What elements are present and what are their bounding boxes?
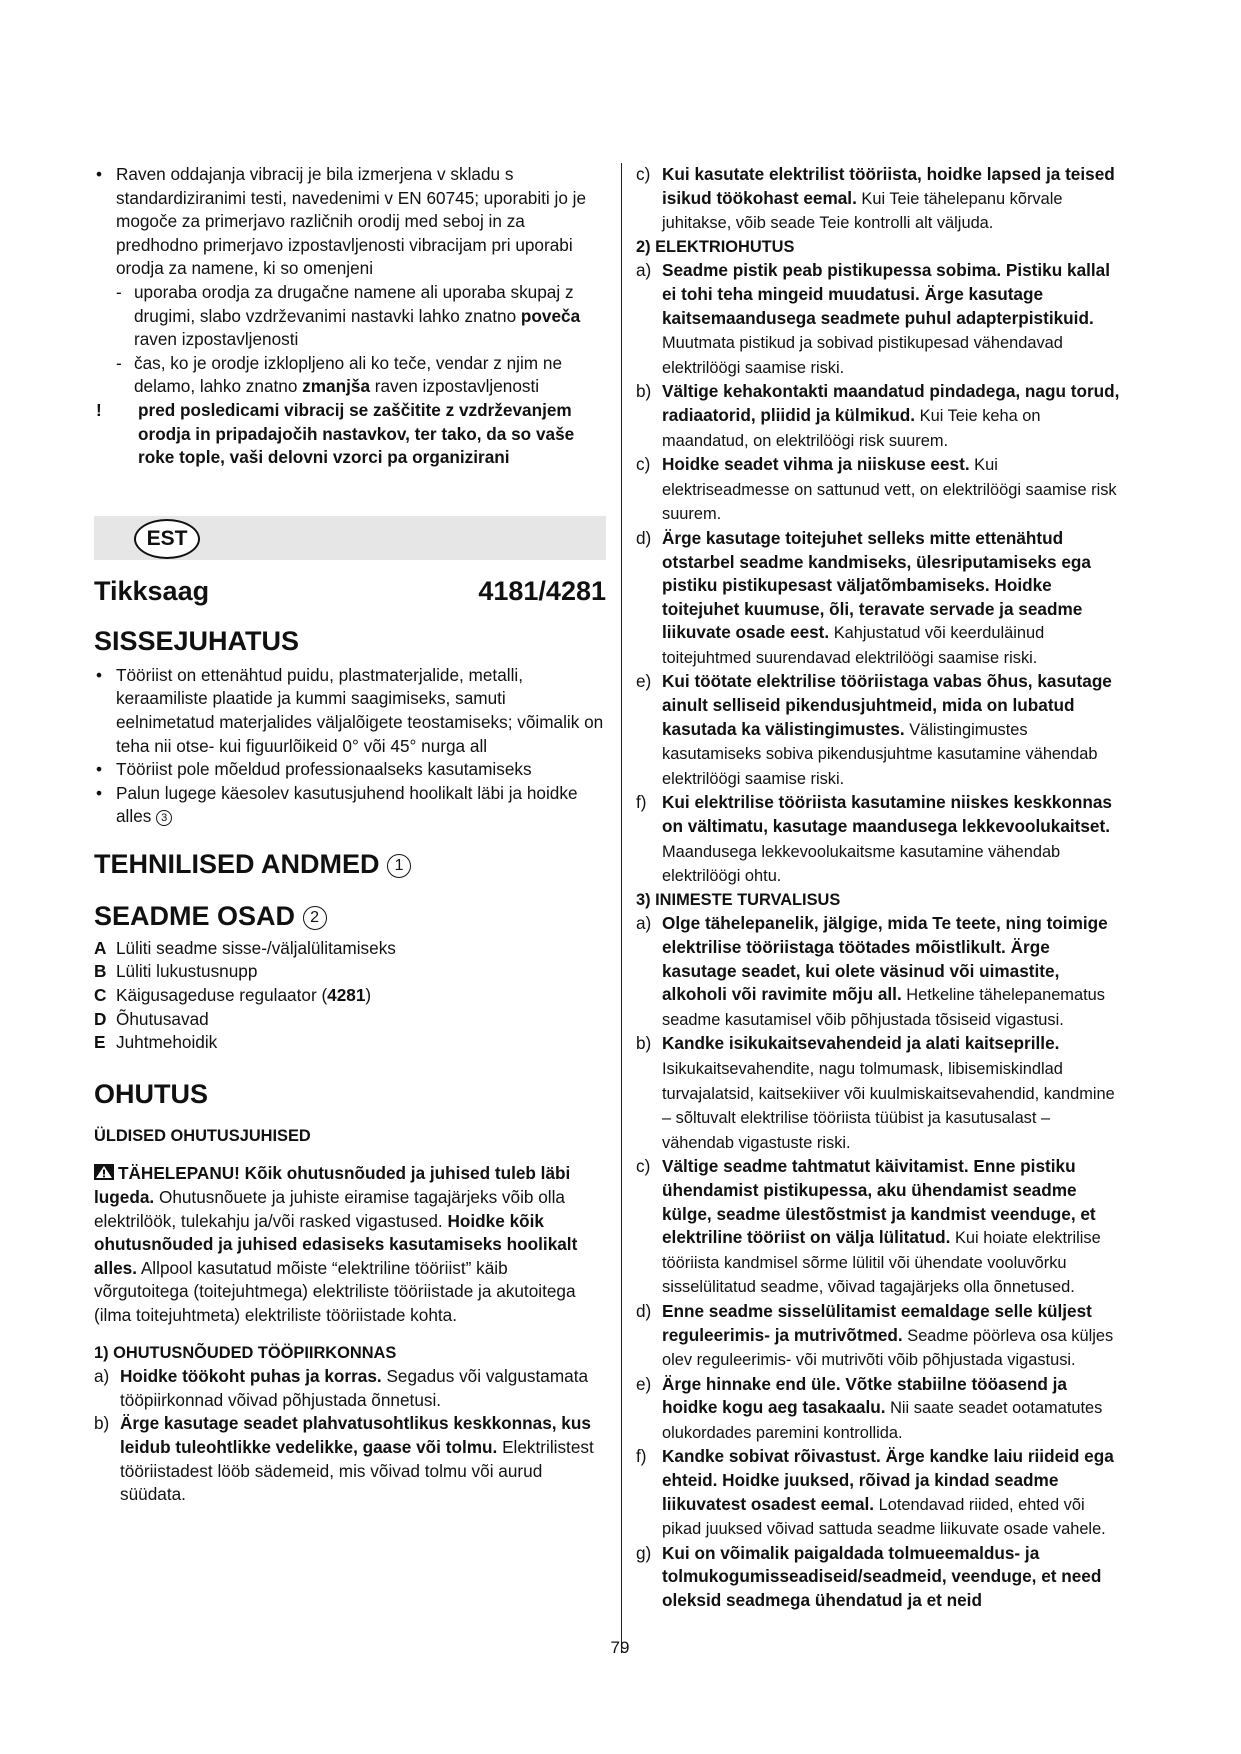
parts-item: A Lüliti seadme sisse-/väljalülitamiseks	[94, 937, 396, 958]
tech-heading: TEHNILISED ANDMED 1	[94, 847, 606, 881]
language-badge: EST	[134, 519, 200, 559]
intro-bullet: • Tööriist on ettenähtud puidu, plastmaterjalide, metalli, keraamiliste plaatide ja kummi saagimiseks, samuti eelnimetatud materjalides väljalõigete teostamiseks; võimalik on teha nii otse- kui figuurlõikeid 0° või 45° nurga all	[96, 664, 604, 756]
figure-ref: 3	[156, 810, 172, 826]
general-safety-heading: ÜLDISED OHUTUSJUHISED	[94, 1126, 311, 1145]
product-title: Tikksaag	[94, 575, 210, 606]
electrical-safety-heading: 2) ELEKTRIOHUTUS	[636, 237, 795, 256]
left-column	[94, 163, 606, 1507]
electrical-item: e) Kui töötate elektrilise tööriistaga vabas õhus, kasutage ainult selliseid pikendusjuhtmeid, mida on lubatud kasutada ka välistingimustes. Välistingimustes kasutamiseks sobiva pikendusjuhtme kasutamine vähendab elektrilöögi saamise riski.	[636, 671, 1112, 788]
personal-item: a) Olge tähelepanelik, jälgige, mida Te teete, ning toimige elektrilise tööriistaga töötades mõistlikult. Ärge kasutage seadet, kui olete väsinud või uimastite, alkoholi või ravimite mõju all. Hetkeline tähelepanematus seadme kasutamisel võib põhjustada tõsiseid vigastusi.	[636, 913, 1108, 1029]
page-number: 79	[610, 1638, 630, 1657]
right-column	[636, 163, 1126, 1614]
parts-item: E Juhtmehoidik	[94, 1032, 218, 1053]
personal-item: d) Enne seadme sisselülitamist eemaldage selle küljest reguleerimis- ja mutrivõtmed. Seadme pöörleva osa küljes olev reguleerimis- või mutrivõti võib põhjustada vigastusi.	[636, 1300, 1114, 1370]
work-area-heading: 1) OHUTUSNÕUDED TÖÖPIIRKONNAS	[94, 1343, 397, 1362]
work-area-item: c) Kui kasutate elektrilist tööriista, hoidke lapsed ja teised isikud töökohast eemal. Kui Teie tähelepanu kõrvale juhitakse, võib seade Teie kontrolli alt väljuda.	[636, 164, 1115, 233]
parts-item: B Lüliti lukustusnupp	[94, 961, 258, 982]
electrical-item: d) Ärge kasutage toitejuhet selleks mitte ettenähtud otstarbel seadme kandmiseks, ülesriputamiseks ega pistiku pistikupesast väljatõmbamiseks. Hoidke toitejuhet kuumuse, õli, teravate servade ja seadme liikuvate osade eest. Kahjustatud või keerduläinud toitejuhtmed suurendavad elektrilöögi saamise riski.	[636, 527, 1091, 667]
electrical-item: a) Seadme pistik peab pistikupessa sobima. Pistiku kallal ei tohi teha mingeid muudatusi. Ärge kasutage kaitsemaandusega seadmete puhul adapterpistikuid. Muutmata pistikud ja sobivad pistikupesad vähendavad elektrilöögi saamise riski.	[636, 260, 1111, 377]
personal-item: e) Ärge hinnake end üle. Võtke stabiilne tööasend ja hoidke kogu aeg tasakaalu. Nii saate seadet ootamatutes olukordades paremini kontrollida.	[636, 1373, 1103, 1442]
vibration-sub-item: - čas, ko je orodje izklopljeno ali ko teče, vendar z njim ne delamo, lahko znatno zmanjša raven izpostavljenosti	[116, 352, 563, 397]
parts-heading: SEADME OSAD 2	[94, 899, 606, 933]
column-divider	[621, 163, 622, 1653]
work-area-item: a) Hoidke töökoht puhas ja korras. Segadus või valgustamata tööpiirkonnad võivad põhjustada õnnetusi.	[94, 1366, 589, 1410]
safety-heading: OHUTUS	[94, 1078, 208, 1109]
intro-heading: SISSEJUHATUS	[94, 625, 300, 656]
title-row	[94, 574, 606, 608]
work-area-item: b) Ärge kasutage seadet plahvatusohtlikus keskkonnas, kus leidub tuleohtlikke vedelikke, gaase või tolmu. Elektrilistest tööriistadest lööb sädemeid, mis võivad tolmu või aurud süüdata.	[94, 1413, 594, 1505]
personal-item: f) Kandke sobivat rõivastust. Ärge kandke laiu riideid ega ehteid. Hoidke juuksed, rõivad ja kindad seadme liikuvatest osadest eemal. Lotendavad riided, ehted või pikad juuksed võivad sattuda seadme liikuvate osade vahele.	[636, 1446, 1114, 1539]
personal-safety-heading: 3) INIMESTE TURVALISUS	[636, 890, 841, 909]
electrical-item: f) Kui elektrilise tööriista kasutamine niiskes keskkonnas on vältimatu, kasutage maandusega lekkevoolukaitset. Maandusega lekkevoolukaitsme kasutamine vähendab elektrilöögi ohtu.	[636, 792, 1112, 886]
personal-item: c) Vältige seadme tahtmatut käivitamist. Enne pistiku ühendamist pistikupessa, aku ühendamist seadme külge, seadme ülestõstmist ja kandmist veenduge, et elektriline tööriist on välja lülitatud. Kui hoiate elektrilise tööriista kandmisel sõrme lülitil või ühendate vooluvõrku sisselülitatud seadme, võivad tagajärjeks olla õnnetused.	[636, 1156, 1101, 1297]
general-warning: TÄHELEPANU! Kõik ohutusnõuded ja juhised tuleb läbi lugeda. Ohutusnõuete ja juhiste eiramise tagajärjeks võib olla elektrilöök, tulekahju ja/või rasked vigastused. Hoidke kõik ohutusnõuded ja juhised edasiseks kasutamiseks hoolikalt alles. Allpool kasutatud mõiste “elektriline tööriist” käib võrgutoitega (toitejuhtmega) elektriliste tööriistade ja akutoitega (ilma toitejuhtmeta) elektriliste tööriistade kohta.	[94, 1163, 578, 1325]
figure-ref: 2	[303, 906, 327, 930]
vibration-bullet: • Raven oddajanja vibracij je bila izmerjena v skladu s standardiziranimi testi, navedenimi v EN 60745; uporabiti jo je mogoče za primerjavo različnih orodij med seboj in za predhodno primerjavo izpostavljenosti vibracijam pri uporabi orodja za namene, ki so omenjeni	[96, 164, 587, 279]
warning-icon	[94, 1164, 114, 1180]
personal-item: b) Kandke isikukaitsevahendeid ja alati kaitseprille. Isikukaitsevahendite, nagu tolmumask, libisemiskindlad turvajalatsid, kaitsekiiver või kuulmiskaitsevahendid, kandmine – sõltuvalt elektrilise tööriista tüübist ja kasutusalast – vähendab vigastuste riski.	[636, 1033, 1115, 1152]
language-band	[94, 516, 606, 560]
electrical-item: b) Vältige kehakontakti maandatud pindadega, nagu torud, radiaatorid, pliidid ja külmikud. Kui Teie keha on maandatud, on elektrilöögi risk suurem.	[636, 381, 1120, 450]
model-number: 4181/4281	[478, 575, 606, 606]
vibration-sub-item: - uporaba orodja za drugačne namene ali uporaba skupaj z drugimi, slabo vzdrževanimi nastavki lahko znatno poveča raven izpostavljenosti	[116, 281, 581, 350]
parts-item: C Käigusageduse regulaator (4281)	[94, 985, 372, 1006]
figure-ref: 1	[387, 854, 411, 878]
intro-bullet: • Tööriist pole mõeldud professionaalseks kasutamiseks	[96, 759, 532, 780]
intro-bullet: • Palun lugege käesolev kasutusjuhend hoolikalt läbi ja hoidke alles 3	[96, 782, 578, 827]
vibration-warning: ! pred posledicami vibracij se zaščitite z vzdrževanjem orodja in pripadajočih nastavkov, ter tako, da so vaše roke tople, vaši delovni vzorci pa organizirani	[96, 399, 575, 468]
personal-item: g) Kui on võimalik paigaldada tolmueemaldus- ja tolmukogumisseadiseid/seadmeid, veenduge, et need oleksid seadmega ühendatud ja et neid	[636, 1542, 1102, 1611]
electrical-item: c) Hoidke seadet vihma ja niiskuse eest. Kui elektriseadmesse on sattunud vett, on elektrilöögi saamise risk suurem.	[636, 454, 1117, 524]
parts-item: D Õhutusavad	[94, 1008, 209, 1029]
